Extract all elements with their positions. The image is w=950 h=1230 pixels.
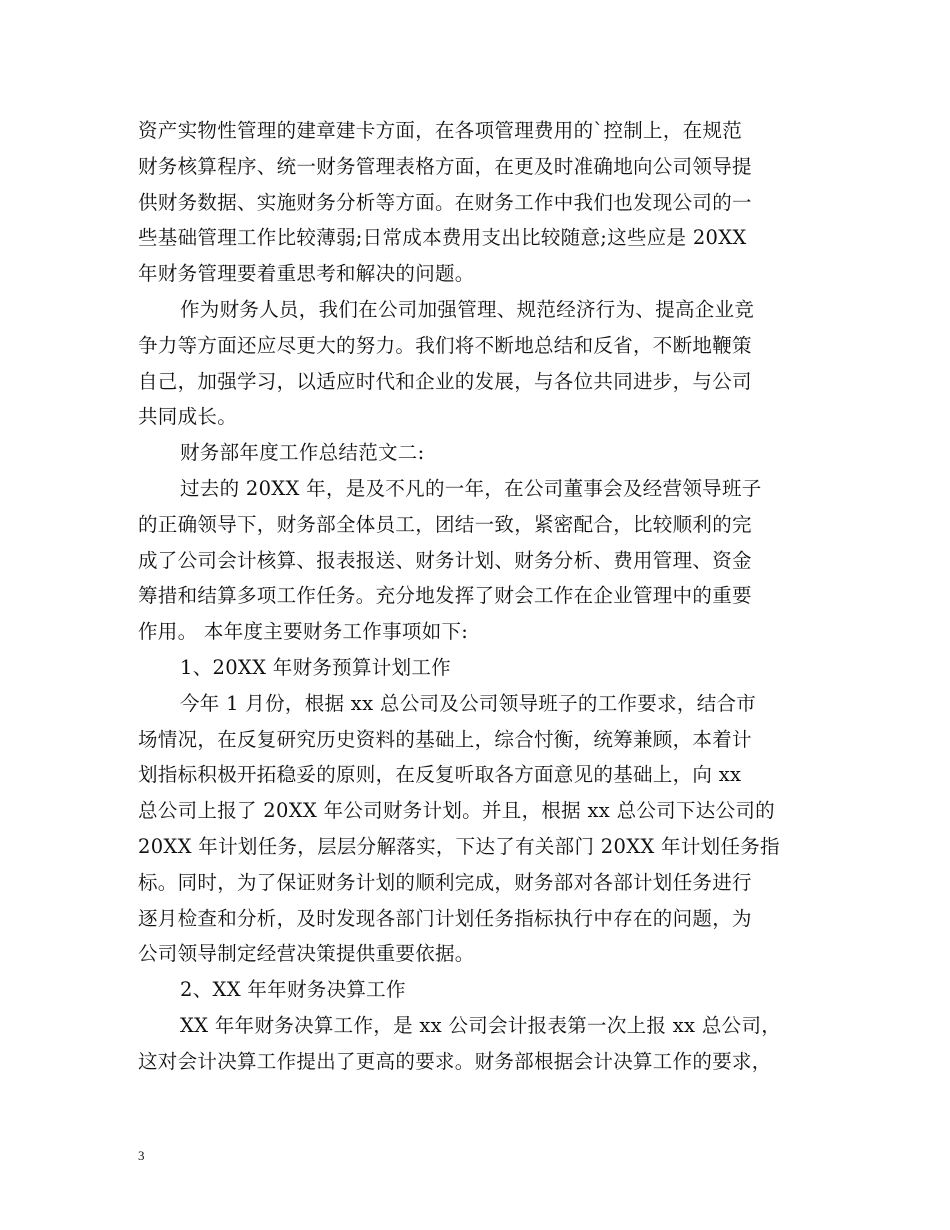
text-line: 财务核算程序、统一财务管理表格方面，在更及时准确地向公司领导提 (138, 154, 752, 178)
text-line: 作为财务人员，我们在公司加强管理、规范经济行为、提高企业竞 (180, 297, 755, 321)
text-line: 标。同时，为了保证财务计划的顺利完成，财务部对各部计划任务进行 (138, 870, 752, 894)
text-line: 逐月检查和分析，及时发现各部门计划任务指标执行中存在的问题，为 (138, 906, 752, 930)
text-line: 今年 1 月份，根据 xx 总公司及公司领导班子的工作要求，结合市 (180, 691, 757, 715)
text-line: 2、XX 年年财务决算工作 (180, 978, 406, 1002)
text-line: 过去的 20XX 年，是及不凡的一年，在公司董事会及经营领导班子 (180, 476, 762, 500)
text-line: 财务部年度工作总结范文二: (180, 441, 425, 465)
document-body (138, 113, 828, 1080)
page-number: 3 (138, 1148, 145, 1163)
text-line: 筹措和结算多项工作任务。充分地发挥了财会工作在企业管理中的重要 (138, 584, 752, 608)
text-line: 20XX 年计划任务，层层分解落实，下达了有关部门 20XX 年计划任务指 (138, 834, 780, 858)
text-line: 公司领导制定经营决策提供重要依据。 (138, 942, 475, 966)
text-line: XX 年年财务决算工作，是 xx 公司会计报表第一次上报 xx 总公司， (180, 1013, 782, 1037)
text-line: 总公司上报了 20XX 年公司财务计划。并且，根据 xx 总公司下达公司的 (138, 799, 775, 823)
text-line: 共同成长。 (138, 405, 238, 429)
text-line: 的正确领导下，财务部全体员工，团结一致，紧密配合，比较顺利的完 (138, 512, 752, 536)
text-line: 些基础管理工作比较薄弱;日常成本费用支出比较随意;这些应是 20XX (138, 226, 747, 250)
text-line: 供财务数据、实施财务分析等方面。在财务工作中我们也发现公司的一 (138, 190, 752, 214)
text-line: 资产实物性管理的建章建卡方面，在各项管理费用的`控制上，在规范 (138, 119, 743, 142)
text-line: 划指标积极开拓稳妥的原则，在反复听取各方面意见的基础上，向 xx (138, 763, 742, 787)
text-line: 作用。 本年度主要财务工作事项如下: (138, 620, 469, 644)
text-line: 争力等方面还应尽更大的努力。我们将不断地总结和反省，不断地鞭策 (138, 333, 752, 357)
text-line: 自己，加强学习，以适应时代和企业的发展，与各位共同进步，与公司 (138, 369, 752, 393)
text-line: 年财务管理要着重思考和解决的问题。 (138, 262, 475, 286)
text-line: 场情况，在反复研究历史资料的基础上，综合忖衡，统筹兼顾，本着计 (138, 727, 752, 751)
text-line: 这对会计决算工作提出了更高的要求。财务部根据会计决算工作的要求， (138, 1049, 772, 1073)
text-line: 成了公司会计核算、报表报送、财务计划、财务分析、费用管理、资金 (138, 548, 752, 572)
text-line: 1、20XX 年财务预算计划工作 (180, 655, 451, 679)
